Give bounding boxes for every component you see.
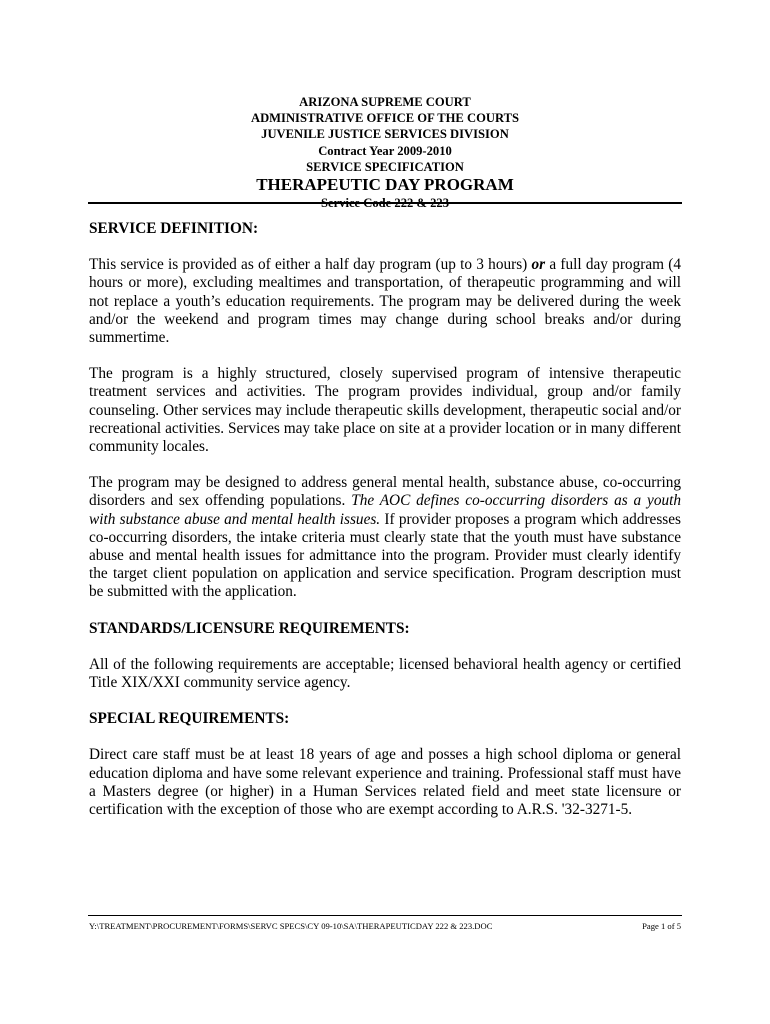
page-number: Page 1 of 5 (642, 921, 681, 931)
service-definition-paragraph-2: The program is a highly structured, closely supervised program of intensive therapeutic treatment services and activities. The program provides individual, group and/or family counseling. Other services may include therapeutic skills development, therapeutic social and/or recreational activities. Services may take place on site at a provider location or in many different community locales. (89, 365, 681, 456)
italic-definition: The AOC defines co-occurring disorders as a youth with substance abuse and mental health issues. (89, 492, 682, 528)
service-definition-paragraph-3 (89, 474, 681, 601)
division-name: JUVENILE JUSTICE SERVICES DIVISION (261, 127, 509, 142)
court-name: ARIZONA SUPREME COURT (299, 95, 471, 109)
file-path: Y:\TREATMENT\PROCUREMENT\FORMS\SERVC SPECS\CY 09-10\SA\THERAPEUTICDAY 222 & 223.DOC (89, 921, 493, 931)
document-header (88, 94, 682, 211)
document-footer (89, 921, 681, 931)
service-definition-heading: SERVICE DEFINITION: (89, 220, 259, 237)
document-type: SERVICE SPECIFICATION (306, 159, 464, 174)
header-divider (88, 202, 682, 204)
text-run: If provider proposes a program which addresses co-occurring disorders, the intake criteria must clearly state that the youth must have substance abuse and mental health issues for admittance into the program. Provider must clearly identify the target client population on application and service specification. Program description must be submitted with the application. (89, 510, 681, 601)
special-requirements-paragraph: Direct care staff must be at least 18 years of age and posses a high school diploma or general education diploma and have some relevant experience and training. Professional staff must have a Masters degree (or higher) in a Human Services related field and meet state licensure or certification with the exception of those who are exempt according to A.R.S. '32-3271-5. (89, 746, 681, 819)
special-requirements-heading: SPECIAL REQUIREMENTS: (89, 710, 290, 728)
text-run: This service is provided as of either a half day program (up to 3 hours) (89, 256, 532, 274)
standards-heading: STANDARDS/LICENSURE REQUIREMENTS: (89, 619, 410, 637)
document-body (89, 220, 681, 837)
contract-year: Contract Year 2009-2010 (318, 143, 452, 158)
text-run: The program may be designed to address general mental health, substance abuse, co-occurring disorders and sex offending populations. (89, 474, 681, 510)
footer-divider (88, 915, 682, 916)
service-code: Service Code 222 & 223 (320, 196, 449, 211)
office-name: ADMINISTRATIVE OFFICE OF THE COURTS (250, 111, 520, 126)
emphasis-or: or (531, 256, 546, 274)
standards-paragraph: All of the following requirements are acceptable; licensed behavioral health agency or certified Title XIX/XXI community service agency. (89, 655, 681, 692)
service-definition-paragraph-1 (89, 256, 681, 347)
page-title: THERAPEUTIC DAY PROGRAM (256, 175, 514, 195)
text-run: a full day program (4 hours or more), excluding mealtimes and transportation, of therapeutic programming and will not replace a youth’s education requirements. The program may be delivered during the week and/or the weekend and program times may change during school breaks and/or during summertime. (89, 256, 681, 347)
